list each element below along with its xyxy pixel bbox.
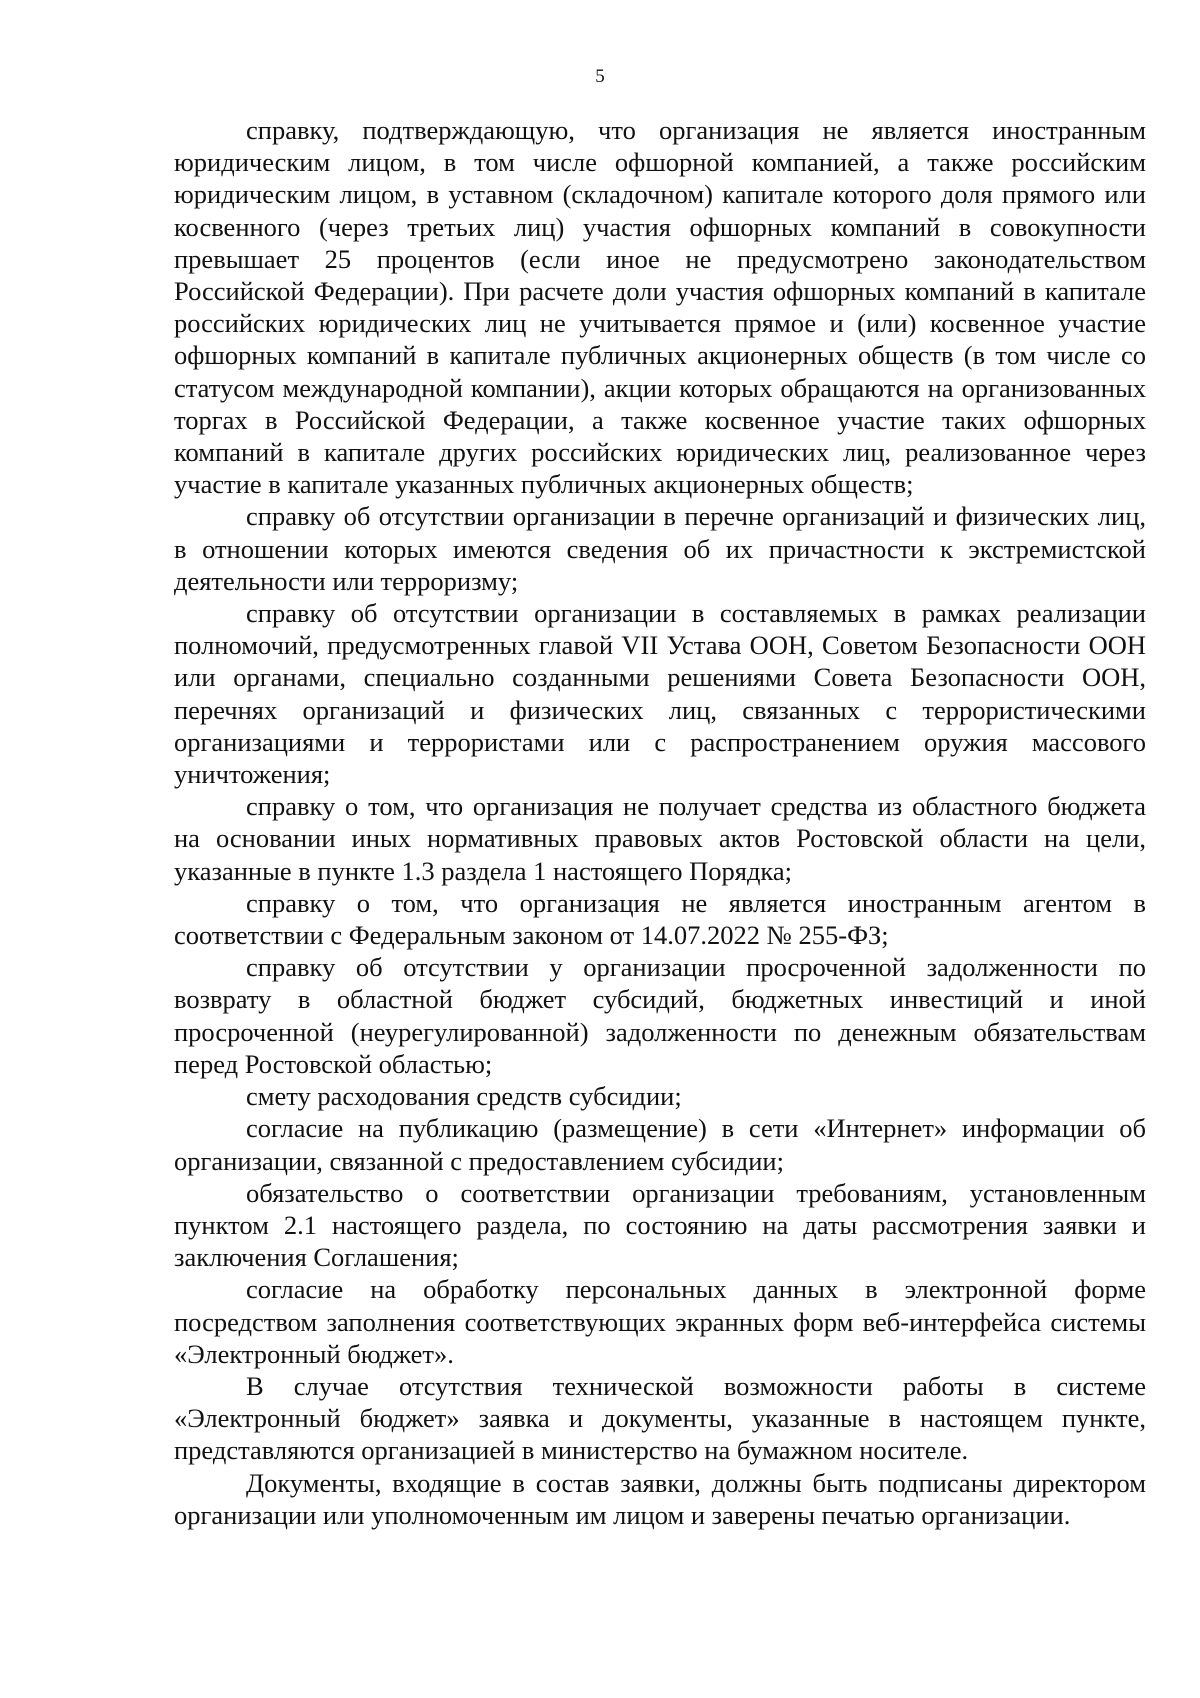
paragraph-extremism-certificate: справку об отсутствии организации в перечне организаций и физических лиц, в отношении которых имеются сведения об их причастности к экстремистской деятельности или терроризму; [174, 501, 1146, 596]
paragraph-publication-consent: согласие на публикацию (размещение) в сети «Интернет» информации об организации, связанной с предоставлением субсидии; [174, 1113, 1146, 1176]
paragraph-overdue-debt-certificate: справку об отсутствии у организации просроченной задолженности по возврату в областной бюджет субсидий, бюджетных инвестиций и иной просроченной (неурегулированной) задолженности по денежным обязательствам перед Ростовской областью; [174, 952, 1146, 1079]
paragraph-offshore-certificate: справку, подтверждающую, что организация не является иностранным юридическим лицом, в том числе офшорной компанией, а также российским юридическим лицом, в уставном (складочном) капитале которого доля прямого или косвенного (через третьих лиц) участия офшорных компаний в совокупности превышает 25 процентов (если иное не предусмотрено законодательством Российской Федерации). При расчете доли участия офшорных компаний в капитале российских юридических лиц не учитывается прямое и (или) косвенное участие офшорных компаний в капитале публичных акционерных обществ (в том числе со статусом международной компании), акции которых обращаются на организованных торгах в Российской Федерации, а также косвенное участие таких офшорных компаний в капитале других российских юридических лиц, реализованное через участие в капитале указанных публичных акционерных обществ; [174, 115, 1146, 500]
paragraph-foreign-agent-certificate: справку о том, что организация не является иностранным агентом в соответствии с Федеральным законом от 14.07.2022 № 255-ФЗ; [174, 887, 1146, 951]
page-number: 5 [595, 66, 605, 87]
paragraph-un-lists-certificate: справку об отсутствии организации в составляемых в рамках реализации полномочий, предусмотренных главой VII Устава ООН, Советом Безопасности ООН или органами, специально созданными решениями Совета Безопасности ООН, перечнях организаций и физических лиц, связанных с террористическими организациями и террористами или с распространением оружия массового уничтожения; [174, 598, 1146, 790]
document-body [174, 114, 1146, 1531]
paragraph-expense-estimate: смету расходования средств субсидии; [246, 1081, 682, 1112]
paragraph-personal-data-consent: согласие на обработку персональных данных в электронной форме посредством заполнения соответствующих экранных форм веб-интерфейса системы «Электронный бюджет». [174, 1274, 1146, 1369]
paragraph-compliance-obligation: обязательство о соответствии организации требованиям, установленным пунктом 2.1 настоящего раздела, по состоянию на даты рассмотрения заявки и заключения Соглашения; [174, 1177, 1146, 1273]
paragraph-paper-submission: В случае отсутствия технической возможности работы в системе «Электронный бюджет» заявка и документы, указанные в настоящем пункте, представляются организацией в министерство на бумажном носителе. [174, 1370, 1146, 1466]
paragraph-signature-requirement: Документы, входящие в состав заявки, должны быть подписаны директором организации или уполномоченным им лицом и заверены печатью организации. [174, 1467, 1146, 1530]
paragraph-regional-budget-certificate: справку о том, что организация не получает средства из областного бюджета на основании иных нормативных правовых актов Ростовской области на цели, указанные в пункте 1.3 раздела 1 настоящего Порядка; [174, 791, 1146, 886]
